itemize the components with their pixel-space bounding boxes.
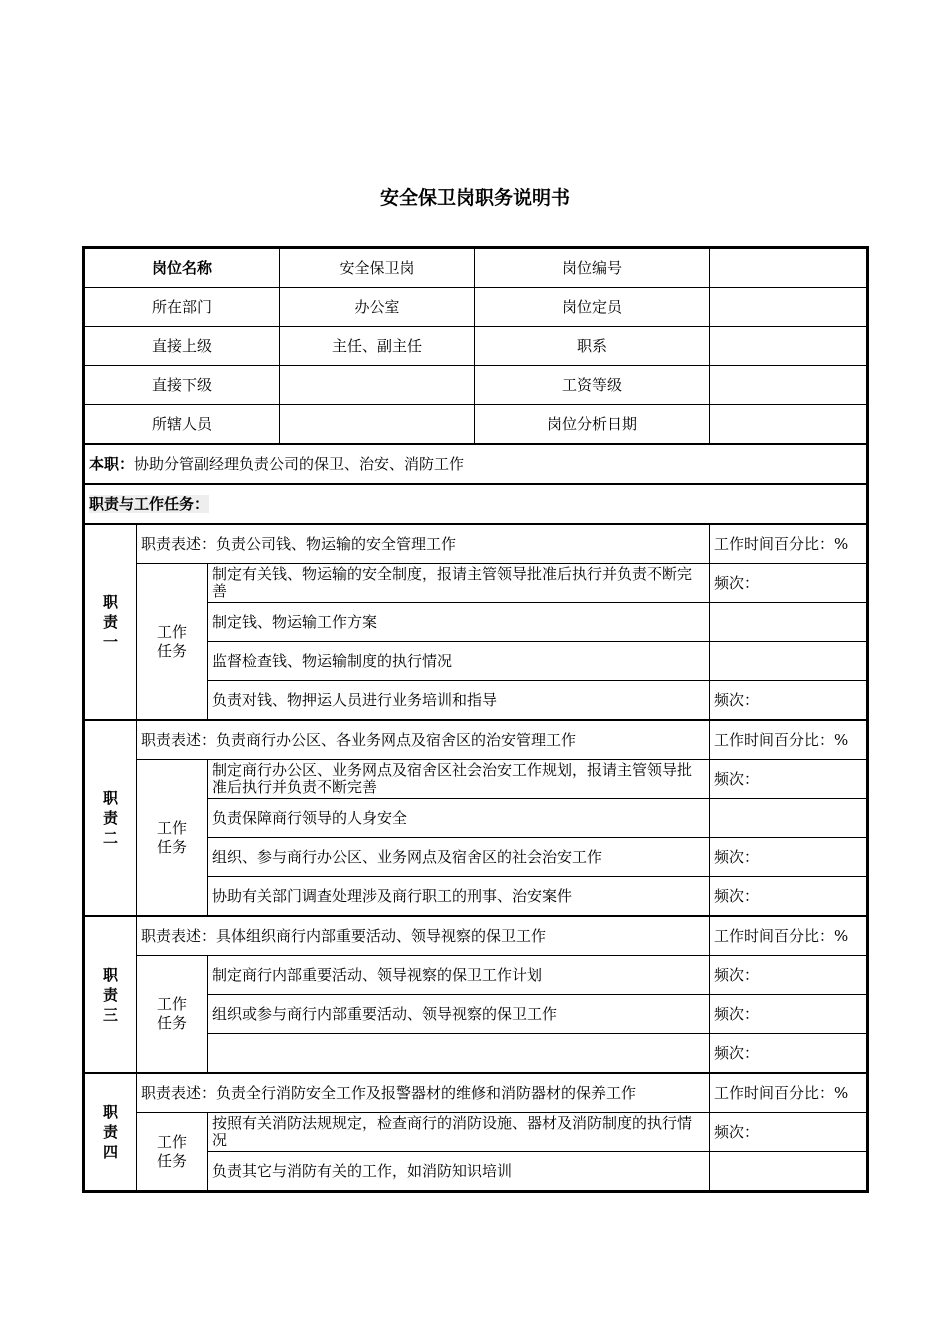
task-text: 组织或参与商行内部重要活动、领导视察的保卫工作 [208, 995, 710, 1034]
task-frequency: 频次： [710, 956, 867, 995]
label-staff: 所辖人员 [85, 405, 280, 445]
value-post-number [710, 249, 867, 288]
duty-description: 职责表述：具体组织商行内部重要活动、领导视察的保卫工作 [137, 916, 710, 956]
value-staff [280, 405, 475, 445]
value-post-name: 安全保卫岗 [280, 249, 475, 288]
value-department: 办公室 [280, 288, 475, 327]
label-department: 所在部门 [85, 288, 280, 327]
label-superior: 直接上级 [85, 327, 280, 366]
section-label: 职责与工作任务： [89, 494, 210, 513]
section-row [85, 484, 867, 524]
value-job-series [710, 327, 867, 366]
task-label: 工作 任务 [137, 1113, 208, 1191]
task-text: 制定钱、物运输工作方案 [208, 603, 710, 642]
task-frequency: 频次： [710, 995, 867, 1034]
benzhi-row [85, 444, 867, 484]
task-frequency [710, 603, 867, 642]
task-text: 按照有关消防法规规定，检查商行的消防设施、器材及消防制度的执行情况 [208, 1113, 710, 1152]
task-frequency [710, 799, 867, 838]
task-frequency: 频次： [710, 1034, 867, 1074]
section-cell [85, 484, 867, 524]
benzhi-text: 协助分管副经理负责公司的保卫、治安、消防工作 [134, 454, 465, 473]
value-salary-grade [710, 366, 867, 405]
duty-name: 职 责 三 [85, 916, 137, 1073]
benzhi-cell [85, 444, 867, 484]
value-analysis-date [710, 405, 867, 445]
label-post-number: 岗位编号 [475, 249, 710, 288]
value-headcount [710, 288, 867, 327]
task-frequency [710, 1152, 867, 1191]
duty-time-percentage: 工作时间百分比：% [710, 916, 867, 956]
duty-time-percentage: 工作时间百分比：% [710, 720, 867, 760]
info-row-2 [85, 288, 867, 327]
info-row-5 [85, 405, 867, 445]
task-text: 制定商行内部重要活动、领导视察的保卫工作计划 [208, 956, 710, 995]
task-text: 组织、参与商行办公区、业务网点及宿舍区的社会治安工作 [208, 838, 710, 877]
duty-desc-row [85, 916, 867, 956]
task-text: 监督检查钱、物运输制度的执行情况 [208, 642, 710, 681]
task-label: 工作 任务 [137, 760, 208, 917]
job-description-table [84, 248, 867, 1191]
info-row-3 [85, 327, 867, 366]
label-job-series: 职系 [475, 327, 710, 366]
duty-description: 职责表述：负责全行消防安全工作及报警器材的维修和消防器材的保养工作 [137, 1073, 710, 1113]
duty-desc-row [85, 1073, 867, 1113]
task-frequency: 频次： [710, 564, 867, 603]
duty-description: 职责表述：负责商行办公区、各业务网点及宿舍区的治安管理工作 [137, 720, 710, 760]
task-frequency: 频次： [710, 838, 867, 877]
task-text: 制定有关钱、物运输的安全制度，报请主管领导批准后执行并负责不断完善 [208, 564, 710, 603]
info-row-1 [85, 249, 867, 288]
task-frequency: 频次： [710, 877, 867, 917]
duty-desc-row [85, 524, 867, 564]
duty-desc-row [85, 720, 867, 760]
benzhi-label: 本职： [89, 454, 135, 473]
duty-name: 职 责 四 [85, 1073, 137, 1191]
task-text: 负责保障商行领导的人身安全 [208, 799, 710, 838]
value-subordinate [280, 366, 475, 405]
label-headcount: 岗位定员 [475, 288, 710, 327]
duty-description: 职责表述：负责公司钱、物运输的安全管理工作 [137, 524, 710, 564]
task-text: 负责对钱、物押运人员进行业务培训和指导 [208, 681, 710, 721]
task-label: 工作 任务 [137, 564, 208, 721]
task-text: 制定商行办公区、业务网点及宿舍区社会治安工作规划，报请主管领导批准后执行并负责不断完善 [208, 760, 710, 799]
duty-name: 职 责 一 [85, 524, 137, 720]
task-frequency: 频次： [710, 681, 867, 721]
duty-name: 职 责 二 [85, 720, 137, 916]
task-frequency [710, 642, 867, 681]
label-analysis-date: 岗位分析日期 [475, 405, 710, 445]
label-salary-grade: 工资等级 [475, 366, 710, 405]
page-title: 安全保卫岗职务说明书 [379, 187, 570, 209]
task-frequency: 频次： [710, 1113, 867, 1152]
task-text [208, 1034, 710, 1074]
info-row-4 [85, 366, 867, 405]
duty-time-percentage: 工作时间百分比：% [710, 1073, 867, 1113]
task-row [85, 760, 867, 799]
task-text: 协助有关部门调查处理涉及商行职工的刑事、治安案件 [208, 877, 710, 917]
task-row [85, 1113, 867, 1152]
label-post-name: 岗位名称 [85, 249, 280, 288]
duty-time-percentage: 工作时间百分比：% [710, 524, 867, 564]
task-text: 负责其它与消防有关的工作，如消防知识培训 [208, 1152, 710, 1191]
label-subordinate: 直接下级 [85, 366, 280, 405]
task-frequency: 频次： [710, 760, 867, 799]
value-superior: 主任、副主任 [280, 327, 475, 366]
task-label: 工作 任务 [137, 956, 208, 1074]
task-row [85, 956, 867, 995]
task-row [85, 564, 867, 603]
